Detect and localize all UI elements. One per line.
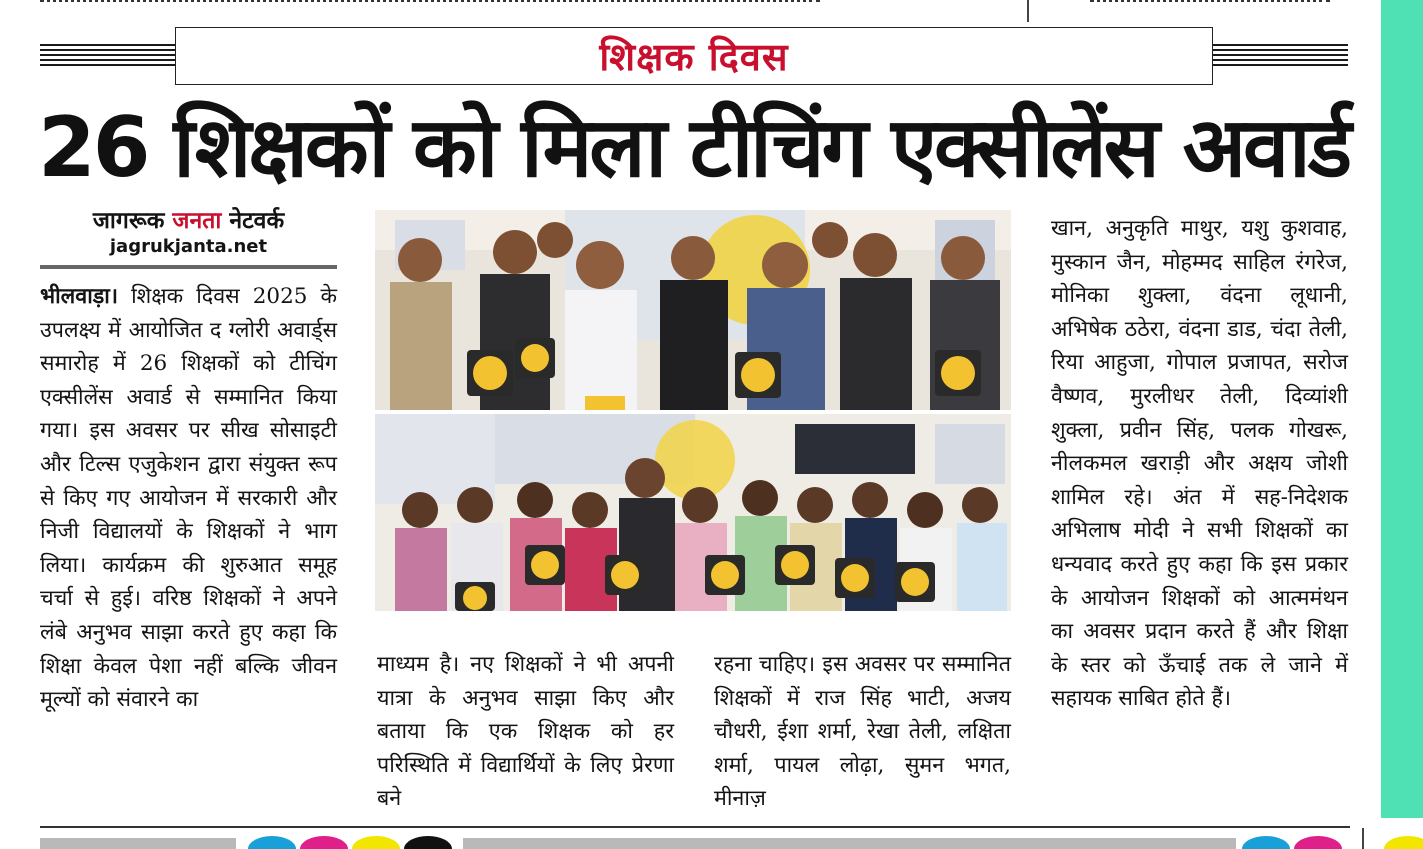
print-bar-center [463,838,1236,849]
article-column-2 [377,648,674,816]
top-column-divider [1027,0,1029,22]
byline-name-part3: नेटवर्क [229,208,285,234]
page-edge-color-band [1381,0,1423,818]
article-column-3 [714,648,1011,816]
registration-mark-cyan-right [1242,836,1290,849]
kicker-rule-right [1212,44,1348,66]
print-bar-left [40,838,236,849]
byline-source [40,206,337,236]
column-3-text: रहना चाहिए। इस अवसर पर सम्मानित शिक्षकों में राज सिंह भाटी, अजय चौधरी, ईशा शर्मा, रेखा तेली, लक्षिता शर्मा, पायल लोढ़ा, सुमन भगत, मीनाज़ [714,652,1011,812]
award-group-photo [375,210,1011,611]
kicker-label: शिक्षक दिवस [599,35,789,79]
kicker-box [175,27,1213,85]
headline: 26 शिक्षकों को मिला टीचिंग एक्सीलेंस अवार्ड [38,99,1350,196]
dateline: भीलवाड़ा। [40,284,119,309]
registration-mark-yellow-right [1384,836,1423,849]
column-2-text: माध्यम है। नए शिक्षकों ने भी अपनी यात्रा के अनुभव साझा किए और बताया कि एक शिक्षक को हर परिस्थिति में विद्यार्थियों के लिए प्रेरणा बने [377,652,674,812]
bottom-column-divider [1362,828,1364,849]
byline [40,206,337,258]
registration-mark-magenta [300,836,348,849]
kicker-rule-left [40,44,176,66]
byline-name-part2: जनता [172,208,222,234]
column-1-text: शिक्षक दिवस 2025 के उपलक्ष्य में आयोजित द ग्लोरी अवार्ड्स समारोह में 26 शिक्षकों को टीचिंग एक्सीलेंस अवार्ड से सम्मानित किया गया। इस अवसर पर सीख सोसाइटी और टिल्स एजुकेशन द्वारा संयुक्त रूप से किए गए आयोजन में सरकारी और निजी विद्यालयों के शिक्षकों ने भाग लिया। कार्यक्रम की शुरुआत समूह चर्चा से हुई। वरिष्ठ शिक्षकों ने अपने लंबे अनुभव साझा करते हुए कहा कि शिक्षा केवल पेशा नहीं बल्कि जीवन मूल्यों को संवारने का [40,284,337,713]
article-column-1 [40,280,337,717]
bottom-rule [40,826,1350,828]
byline-rule [40,265,337,269]
byline-name-part1: जागरूक [92,208,165,234]
registration-mark-magenta-right [1294,836,1342,849]
article-column-4 [1051,212,1348,716]
registration-mark-yellow [352,836,400,849]
byline-url[interactable]: jagrukjanta.net [109,236,268,257]
column-4-text: खान, अनुकृति माथुर, यशु कुशवाह, मुस्कान जैन, मोहम्मद साहिल रंगरेज, मोनिका शुक्ला, वंदना लूधानी, अभिषेक ठठेरा, वंदना डाड, चंदा तेली, रिया आहुजा, गोपाल प्रजापत, सरोज वैष्णव, मुरलीधर तेली, दिव्यांशी शुक्ला, प्रवीन सिंह, पलक गोखरू, नीलकमल खराड़ी और अक्षय जोशी शामिल रहे। अंत में सह-निदेशक अभिलाष मोदी ने सभी शिक्षकों का धन्यवाद करते हुए कहा कि इस प्रकार के आयोजन शिक्षकों को आत्ममंथन का अवसर प्रदान करते हैं और शिक्षा के स्तर को ऊँचाई तक ले जाने में सहायक साबित होते हैं। [1051,216,1348,712]
registration-mark-black [404,836,452,849]
registration-mark-cyan [248,836,296,849]
previous-article-strip [40,0,1350,10]
